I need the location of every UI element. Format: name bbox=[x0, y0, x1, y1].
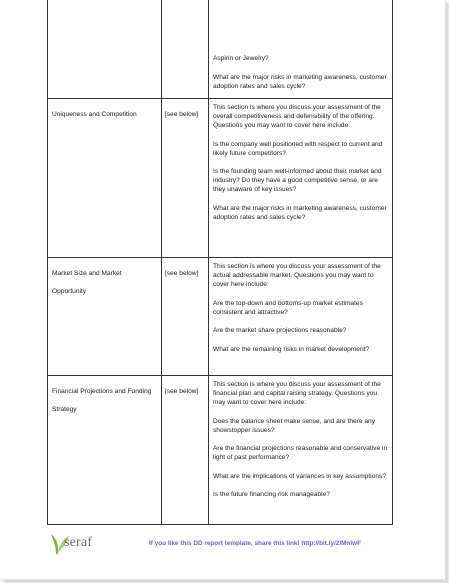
seraf-logo bbox=[50, 528, 110, 556]
row-label-cell bbox=[48, 99, 162, 257]
table-row bbox=[48, 258, 392, 376]
row-description-cell bbox=[209, 258, 392, 375]
description-paragraph: Are the financial projections reasonable and conservative in light of past performance? bbox=[213, 445, 388, 461]
row-ref: [see below] bbox=[165, 270, 199, 277]
row-label-cell bbox=[48, 376, 162, 524]
table-row bbox=[48, 99, 392, 258]
description-paragraph: What are the implications of variances in key assumptions? bbox=[213, 472, 386, 480]
row-description-cell bbox=[209, 376, 392, 524]
row-ref-cell bbox=[162, 258, 209, 375]
row-label: Financial Projections and Funding Strategy bbox=[52, 388, 152, 413]
description-paragraph: This section is where you discuss your assessment of the financial plan and capital raising strategy. Questions you may want to cover here include: bbox=[213, 381, 381, 406]
share-link[interactable]: If you like this DD report template, share this link! http://bit.ly/2lMniwF bbox=[149, 540, 361, 547]
row-label-cell bbox=[48, 258, 162, 375]
description-paragraph: This section is where you discuss your assessment of the actual addressable market. Questions you may want to cover here include: bbox=[213, 263, 381, 288]
table-row bbox=[48, 376, 392, 525]
description-paragraph: Is the founding team well-informed about their market and industry? Do they have a good competitive sense, or are they unaware of key issues? bbox=[213, 168, 382, 193]
row-label: Uniqueness and Competition bbox=[52, 111, 137, 118]
due-diligence-table bbox=[47, 0, 393, 525]
row-ref-cell bbox=[162, 99, 209, 257]
logo-text: seraf bbox=[64, 535, 93, 550]
row-description-cell bbox=[209, 99, 392, 257]
description-paragraph: Are the market share projections reasonable? bbox=[213, 327, 347, 334]
row-description-cell bbox=[209, 0, 392, 98]
page-footer bbox=[50, 526, 400, 558]
row-ref-cell bbox=[162, 0, 209, 98]
table-row bbox=[48, 0, 392, 99]
description-paragraph: Does the balance sheet make sense, and are there any showstopper issues? bbox=[213, 417, 376, 434]
row-ref: [see below] bbox=[165, 111, 199, 118]
row-ref: [see below] bbox=[165, 388, 199, 395]
description-paragraph: Aspirin or Jewelry? bbox=[213, 55, 269, 62]
description-paragraph: Are the top-down and bottoms-up market estimates consistent and attractive? bbox=[213, 299, 363, 316]
row-label: Market Size and Market Opportunity bbox=[52, 270, 122, 295]
description-paragraph: This section is where you discuss your assessment of the overall competitiveness and defensibility of the offering. Questions you may want to cover here include: bbox=[213, 104, 381, 129]
description-paragraph: What are the major risks in marketing awareness, customer adoption rates and sales cycle? bbox=[213, 204, 387, 221]
description-paragraph: Is the company well positioned with respect to current and likely future competitors? bbox=[213, 140, 383, 157]
row-label-cell bbox=[48, 0, 162, 98]
description-paragraph: What are the remaining risks in market development? bbox=[213, 345, 370, 353]
row-ref-cell bbox=[162, 376, 209, 524]
description-paragraph: Is the future financing risk manageable? bbox=[213, 491, 330, 498]
description-paragraph: What are the major risks in marketing awareness, customer adoption rates and sales cycle? bbox=[213, 73, 387, 90]
